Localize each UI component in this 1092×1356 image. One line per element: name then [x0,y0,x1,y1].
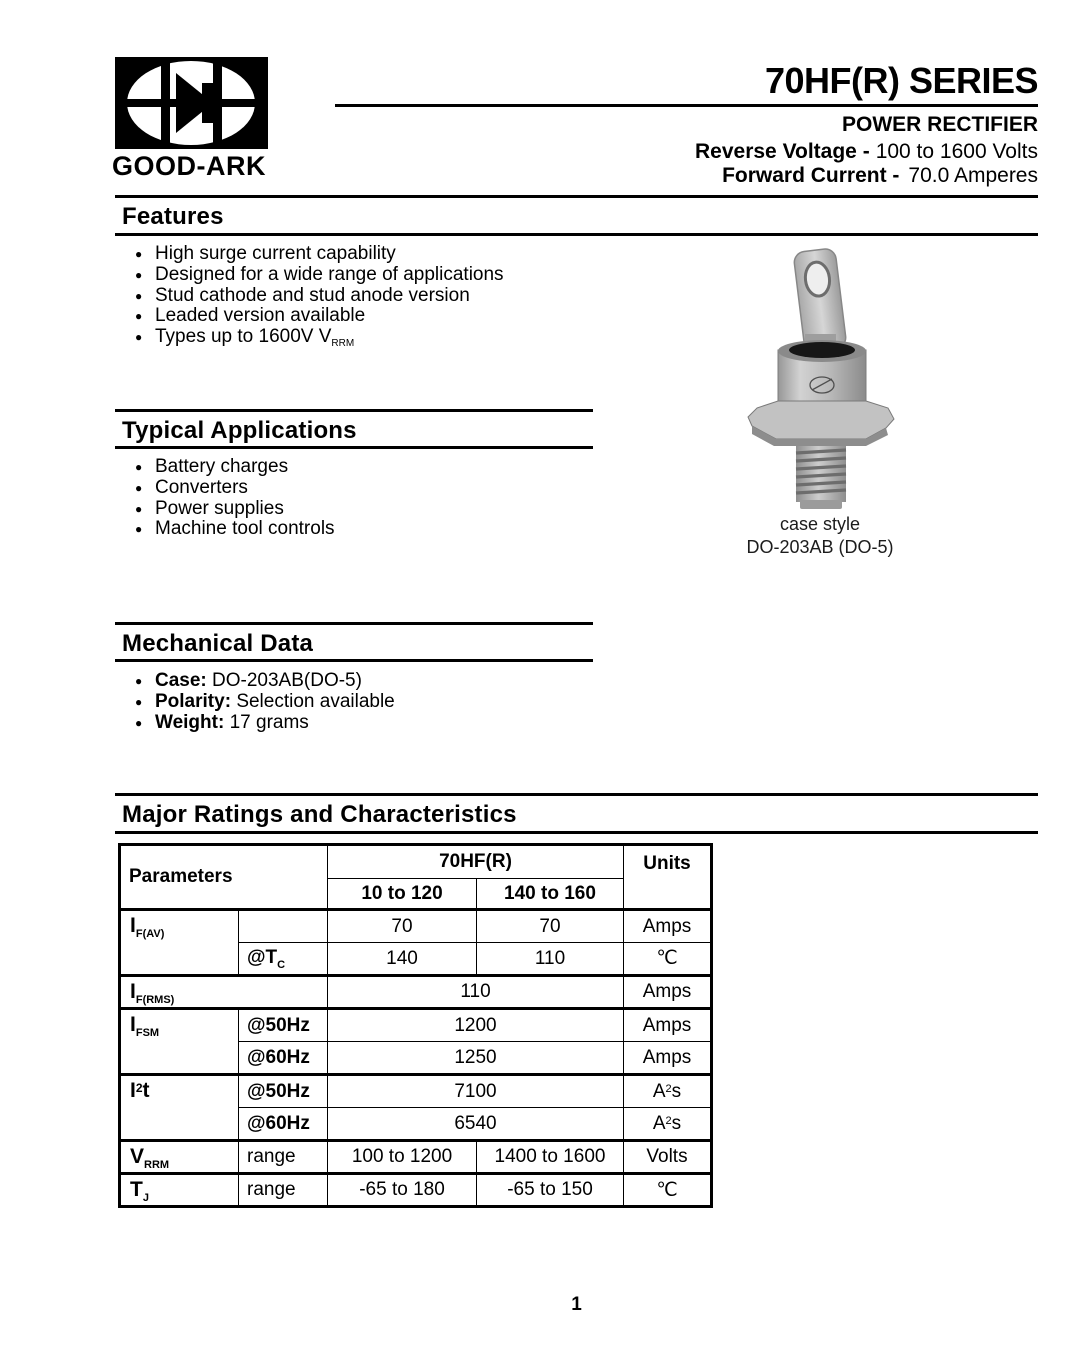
cell-vrrm-low: 100 to 1200 [328,1141,477,1174]
bullet-icon: ● [135,522,143,537]
param-if-av: $I_{F(AV)}$ [120,910,239,976]
case-style-caption [700,513,940,559]
mechanical-list [135,671,395,733]
cond-i2t-60: @60Hz [239,1108,328,1141]
cell-tc-low: 140 [328,943,477,976]
application-text: Power supplies [155,497,284,519]
header-divider [115,195,1038,198]
bullet-icon: ● [135,674,143,688]
mechanical-value: Selection available [236,690,395,712]
th-series: 70HF(R) [328,845,624,879]
cell-i2t-60: 6540 [328,1108,624,1141]
bullet-icon: ● [135,501,143,516]
forward-current-value: 70.0 Amperes [908,164,1038,187]
goodark-logo [115,57,268,149]
mechanical-rule-bottom [115,659,593,662]
cell-tj-high: -65 to 150 [477,1174,624,1207]
bullet-icon: ● [135,460,143,474]
mechanical-label: Polarity: [155,690,232,712]
feature-text: High surge current capability [155,243,396,264]
reverse-voltage-value: 100 to 1600 Volts [875,140,1038,163]
unit-if-rms: Amps [624,976,712,1009]
stud-diode-illustration [700,248,940,510]
forward-current-label: Forward Current - [722,164,900,187]
feature-item [135,306,504,327]
features-underline [115,233,1038,236]
ratings-rule-top [115,793,1038,796]
feature-text: Leaded version available [155,305,366,327]
mechanical-value: 17 grams [229,711,309,733]
th-units: Units [624,845,712,910]
bullet-icon: ● [135,330,143,345]
cell-i2t-50: 7100 [328,1075,624,1108]
application-item [135,499,335,520]
feature-text: Designed for a wide range of applications [155,263,504,285]
page-number: 1 [571,1294,582,1315]
series-title: 70HF(R) SERIES [764,60,1038,101]
mechanical-value: DO-203AB(DO-5) [212,670,362,691]
diode-symbol-icon [115,57,268,149]
forward-current-line [400,164,1038,188]
cell-if-av-high: 70 [477,910,624,943]
feature-item [135,265,504,286]
param-ifsm: $I_{FSM}$ [120,1009,239,1075]
mechanical-title: Mechanical Data [122,630,314,657]
caption-line2: DO-203AB (DO-5) [746,537,894,557]
bullet-icon: ● [135,480,143,495]
brand-name: GOOD-ARK [112,151,266,181]
ratings-rule-bottom [115,831,1038,834]
bullet-icon: ● [135,267,143,282]
cell-tj-low: -65 to 180 [328,1174,477,1207]
mechanical-item [135,671,395,692]
ratings-title: Major Ratings and Characteristics [122,801,517,828]
bullet-icon: ● [135,288,143,303]
param-if-rms: $I_{F(RMS)}$ [120,976,328,1009]
cond-tj: range [239,1174,328,1207]
applications-title: Typical Applications [122,417,357,444]
applications-list [135,457,335,540]
mechanical-label: Case: [155,670,207,691]
cell-if-rms: 110 [328,976,624,1009]
features-title: Features [122,203,224,230]
cell-if-av-low: 70 [328,910,477,943]
unit-i2t-60: $A^2s$ [624,1108,712,1141]
param-tj: $T_J$ [120,1174,239,1207]
product-type: POWER RECTIFIER [841,113,1038,136]
mechanical-rule-top [115,622,593,625]
param-i2t: $I^2t$ [120,1075,239,1141]
features-list [135,244,504,355]
reverse-voltage-label: Reverse Voltage - [695,140,870,163]
th-parameters: Parameters [120,845,328,910]
ratings-table [118,843,713,1208]
bullet-icon: ● [135,694,143,709]
feature-item [135,244,504,265]
cell-tc-high: 110 [477,943,624,976]
cond-ifsm-60: @60Hz [239,1042,328,1075]
mechanical-item [135,692,395,713]
feature-text: Types up to 1600V V [155,326,332,348]
cell-ifsm-50: 1200 [328,1009,624,1042]
feature-text: Stud cathode and stud anode version [155,284,470,306]
unit-ifsm-50: Amps [624,1009,712,1042]
application-item [135,478,335,499]
diode-photo [700,248,940,510]
unit-tc: ℃ [624,943,712,976]
mechanical-item [135,713,395,734]
feature-item [135,286,504,307]
application-item [135,519,335,540]
caption-line1: case style [779,514,861,534]
reverse-voltage-line [400,140,1038,164]
param-vrrm: $V_{RRM}$ [120,1141,239,1174]
unit-i2t-50: $A^2s$ [624,1075,712,1108]
unit-ifsm-60: Amps [624,1042,712,1075]
cond-i2t-50: @50Hz [239,1075,328,1108]
applications-rule-bottom [115,446,593,449]
applications-rule-top [115,409,593,412]
cond-if-av-tc: $@T_C$ [239,943,328,976]
mechanical-label: Weight: [155,711,225,733]
bullet-icon: ● [135,715,143,730]
th-range-low: 10 to 120 [328,879,477,910]
application-item [135,457,335,478]
bullet-icon: ● [135,247,143,261]
application-text: Converters [155,476,248,498]
title-underline [335,104,1038,107]
unit-vrrm: Volts [624,1141,712,1174]
unit-if-av: Amps [624,910,712,943]
feature-item [135,327,504,355]
application-text: Battery charges [155,456,289,477]
bullet-icon: ● [135,309,143,324]
cond-if-av-blank [239,910,328,943]
cond-vrrm: range [239,1141,328,1174]
feature-text-subscript: RRM [331,338,355,350]
cell-vrrm-high: 1400 to 1600 [477,1141,624,1174]
application-text: Machine tool controls [155,518,335,540]
cond-ifsm-50: @50Hz [239,1009,328,1042]
unit-tj: ℃ [624,1174,712,1207]
th-range-high: 140 to 160 [477,879,624,910]
cell-ifsm-60: 1250 [328,1042,624,1075]
